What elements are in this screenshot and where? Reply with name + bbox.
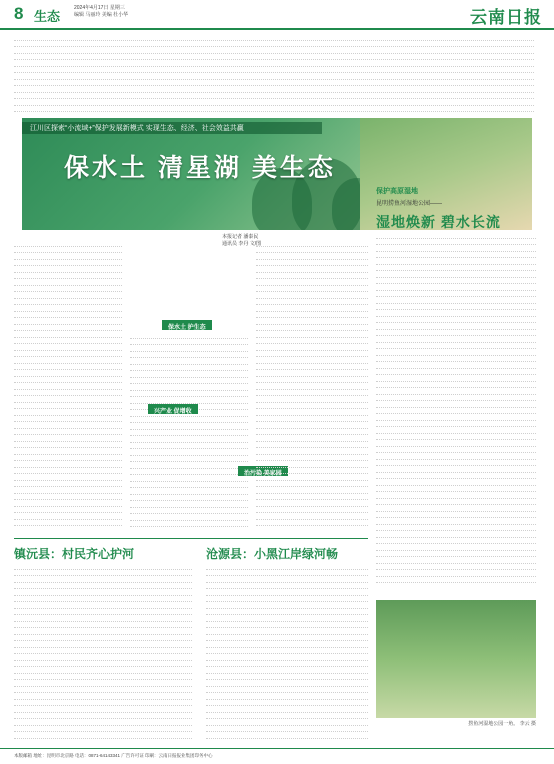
byline-correspondent: 通讯员 李丹 文/图 (222, 241, 262, 247)
banner-kicker: 江川区探索“小流域+”保护发展新模式 实现生态、经济、社会效益共赢 (30, 125, 244, 132)
bottom-story-1-text (14, 563, 192, 743)
page-header (0, 0, 554, 30)
body-column-2 (130, 332, 248, 532)
lead-text-column (14, 34, 534, 114)
wetland-photo (376, 600, 536, 718)
bottom-story-title-1: 镇沅县：村民齐心护河 (14, 547, 135, 561)
byline-reporter: 本报记者 潘泰民 (222, 234, 259, 240)
section-head-3: 治污染 美家园 (238, 466, 288, 476)
banner-headline: 保水土 清星湖 美生态 (64, 154, 336, 182)
photo-caption: 捞鱼河湿地公园一角。 李云 摄 (468, 721, 536, 727)
issue-editors: 编辑 马丽玲 美编 杜小华 (74, 12, 129, 18)
section-label: 生态 (34, 9, 61, 24)
issue-date: 2024年4月17日 星期三 (74, 5, 125, 11)
page-footer: 本版邮箱 地址：昆明市北京路 电话：0871-64143341 广告许可证 印刷：云南日报报业集团印务中心 (0, 748, 554, 764)
right-feature-subtitle: 昆明捞鱼河湿地公园—— (376, 201, 443, 207)
bottom-story-2-text (206, 563, 368, 743)
newspaper-logo: 云南日报 (470, 8, 542, 27)
right-feature-kicker: 保护高原湿地 (376, 188, 418, 195)
section-head-2: 兴产业 促增收 (148, 404, 198, 414)
body-column-1 (14, 240, 122, 530)
section-divider (14, 538, 368, 539)
section-head-1: 保水土 护生态 (162, 320, 212, 330)
body-column-3 (256, 240, 368, 530)
right-feature-title: 湿地焕新 碧水长流 (376, 214, 501, 230)
right-feature-text (376, 232, 536, 592)
bottom-story-title-2: 沧源县：小黑江岸绿河畅 (206, 547, 339, 561)
issue-meta (74, 5, 164, 19)
page-number: 8 (14, 4, 24, 23)
